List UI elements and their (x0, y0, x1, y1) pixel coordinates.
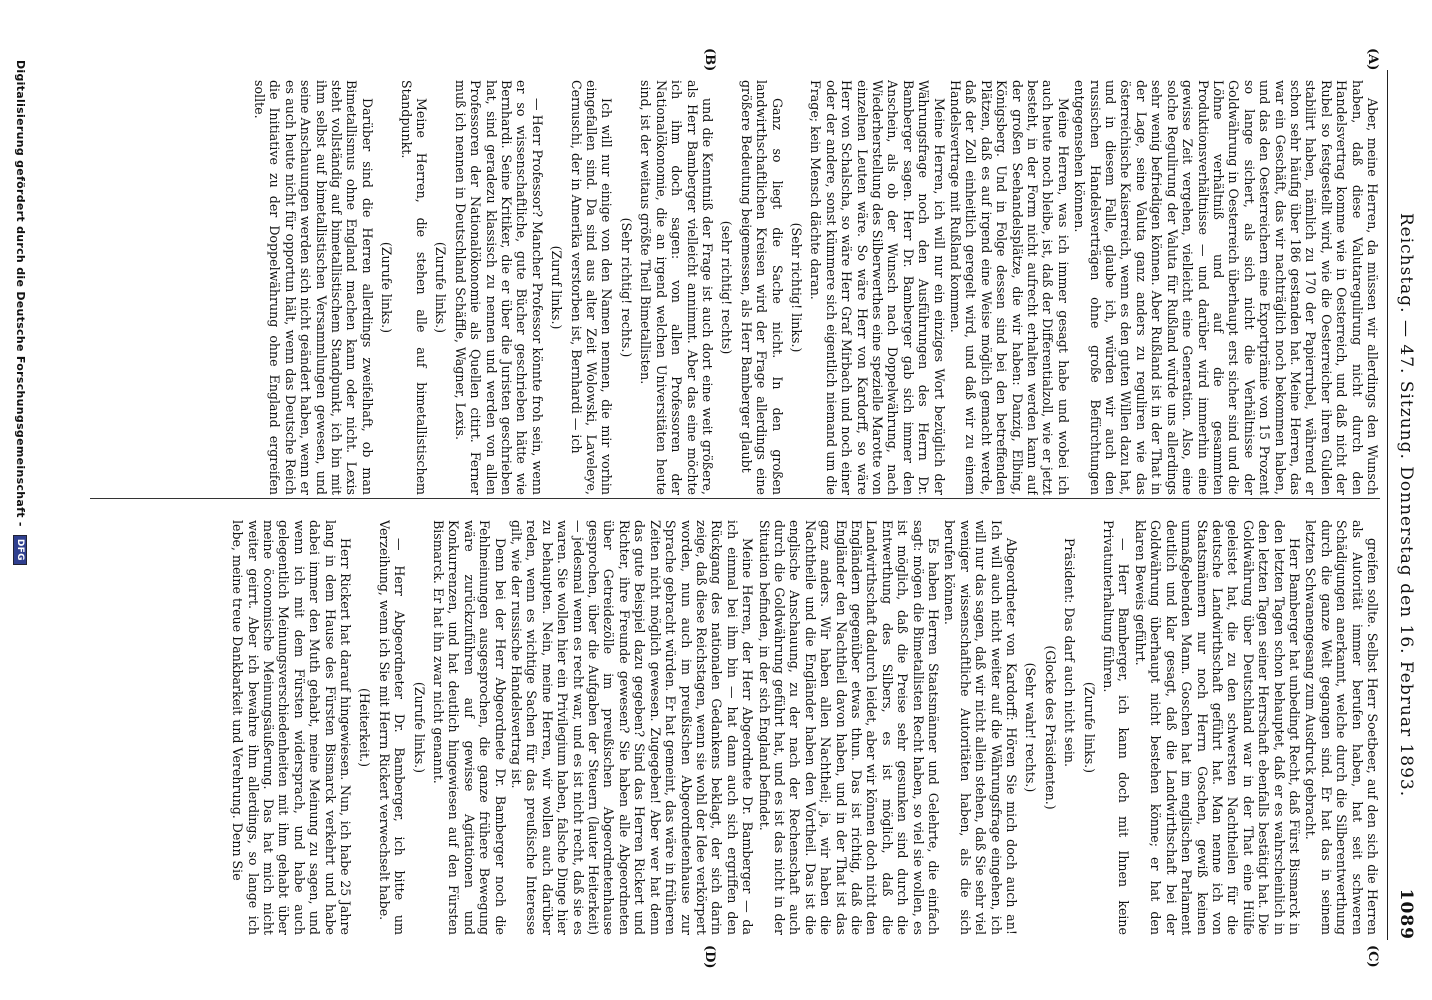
left-text-column (80, 80, 1380, 495)
paragraph: — Herr Professor? Mancher Professor könnte froh sein, wenn er so wissenschaftliche, gute Bücher geschrieben hätte wie Bernhardi. Seine Kritiker, die er über die Juristen geschrieben hat, sind geradezu klassisch zu nennen und werden von allen Professoren der Nationalökonomie als Quellen citirt. Ferner muß ich nennen in Deutschland Schäffle, Wagner, Lexis. (452, 80, 545, 495)
paragraph: Aber, meine Herren, da müssen wir allerdings den Wunsch haben, daß diese Valutaregulirung nicht durch den Handelsvertrag komme wie in Oesterreich, und daß nicht der Rubel so festgestellt wird, wie die Oesterreicher ihren Gulden stabilirt haben, nämlich zu 170 der Papierrubel, während er schon sehr häufig über 186 gestanden hat. Meine Herren, das war ein Geschäft, das wir nachträglich noch bekommen haben, und das den Oesterreichern eine Exportprämie von 15 Prozent so lange sichert, als sich nicht die Verhältnisse der Goldwährung in Oesterreich überhaupt erst sicher sind und die Löhne verhältniß und auf die gesammten Produktionsverhältnisse — und darüber wird immerhin eine gewisse Zeit vergehen, vielleicht eine Generation. Also, eine solche Regulirung der Valuta für Rußland würde uns allerdings sehr wenig befriedigen können. Aber Rußland ist in der That in der Lage, seine Valuta ganz anders zu reguliren wie das österreichische Kaiserreich, wenn es den guten Willen dazu hat, und in diesem Falle, glaube ich, würden wir auch den russischen Handelsverträgen ohne große Befürchtungen entgegensehen können. (1072, 80, 1380, 495)
paragraph: Meine Herren, die stehen alle auf bimetallistischem Standpunkt. (398, 80, 430, 495)
margin-letter-a: (A) (1365, 48, 1380, 71)
stage-direction: (Sehr richtig! rechts.) (618, 217, 634, 358)
right-text-column (80, 520, 1380, 935)
paragraph: greifen sollte. Selbst Herr Soetbeer, auf den sich die Herren als Autorität immer berufen haben, hat seit schweren Schädigungen anerkannt, welche durch die Silberentwerthung durch die ganze Welt gegangen sind. Er hat das in seinem letzten Schwanengesang zum Ausdruck gebracht. (1303, 520, 1380, 935)
stage-direction: (Zurufe links.) (433, 241, 449, 334)
stage-direction: (Zuruf links.) (549, 245, 565, 330)
stage-direction: (sehr richtig! rechts) (719, 220, 735, 355)
page-header (1390, 70, 1422, 940)
margin-letter-b: (B) (702, 48, 717, 72)
header-rule (1387, 70, 1388, 940)
digitization-credit (13, 60, 27, 565)
credit-text: Digitalisierung gefördert durch die Deutsche Forschungsgemeinschaft - (14, 60, 27, 527)
margin-letter-d: (D) (702, 945, 717, 969)
paragraph: Meine Herren, ich will nur ein einziges Wort bezüglich der Währungsfrage noch den Ausführungen des Herrn Dr. Bamberger sagen. Herr Dr. Bamberger gab sich immer den Anschein, als ob der Wunsch nach Doppelwährung, nach Wiederherstellung des Silberwerthes eine spezielle Marotte von einzelnen Leuten wäre. So wäre Herr von Kardorff, so wäre Herr von Schalscha, so wäre Herr Graf Mirbach und noch einer oder der andere, sonst kümmere sich eigentlich niemand um die Frage; kein Mensch dächte daran. (808, 80, 947, 495)
paragraph: — Herr Bamberger, ich kann doch mit Ihnen keine Privatunterhaltung führen. (1101, 520, 1132, 935)
paragraph: Herr Bamberger hat unbedingt Recht, daß Fürst Bismarck in den letzten Tagen schon behauptet, daß er es wahrscheinlich in den letzten Tagen seiner Herrschaft ebenfalls bestätigt hat. Die Goldwährung über Deutschland war in der That eine Hülfe geleistet hat, die zu den schwersten Nachtheilen für die deutsche Landwirthschaft geführt hat. Man nenne ich von Staatsmännern nur noch Herrn Goschen, gewiß keinen unmaßgebenden Mann. Goschen hat im englischen Parlament deutlich und klar gesagt, daß die Landwirthschaft bei der Goldwährung überhaupt nicht bestehen könne; er hat den klaren Beweis geführt. (1132, 520, 1302, 935)
stage-direction: (Sehr wahr! rechts.) (1023, 662, 1039, 793)
header-title: Reichstag. — 47. Sitzung. Donnerstag den 16. Februar 1893. (1396, 212, 1416, 798)
stage-direction: (Zurufe links.) (411, 681, 427, 774)
stage-direction: (Glocke des Präsidenten.) (1042, 645, 1058, 810)
paragraph: Es haben Herren Staatsmänner und Gelehrte, die einfach sagt: mögen die Bimetallisten Recht haben, so viel sie wollen, es ist möglich, daß die Preise sehr gesunken sind durch die Entwerthung des Silbers, es ist möglich, daß die Landwirthschaft dadurch leidet, aber wir können doch nicht den Engländern gegenüber etwas thun. Das ist richtig, daß die Engländer den Nachtheil davon haben, und in der That ist das ganz anders. Wir haben allen Nachtheil; ja, wir haben die Nachtheile und die Engländer haben den Vortheil. Das ist die englische Anschauung, zu der nach der Rechenschaft auch durch die Goldwährung geführt hat, und es ist das nicht in der Situation befinden, in der sich England befindet. (756, 520, 942, 935)
paragraph: und die Kenntniß der Frage ist auch dort eine weit größere, als Herr Bamberger vielleicht annimmt. Aber das eine möchte ich ihm doch sagen: von allen Professoren der Nationalökonomie, die an irgend welchen Universitäten heute sind, ist der weitaus größte Theil Bimetallisten. (638, 80, 715, 495)
paragraph: Meine Herren, der Herr Abgeordnete Dr. Bamberger — da ich einmal bei ihm bin — hat dann auch sich ergriffen den Rückgang des nationalen Gedankens beklagt, der sich darin zeige, daß diese Reichstagen, wenn sie wohl der Idee verkörpert worden, nun auch im preußischen Abgeordnetenhause zur Sprache gebracht würden. Er hat gemeint, das wäre in früheren Zeiten nicht möglich gewesen. Zugegeben! Aber wer hat denn das gute Beispiel dazu gegeben? Sind das Herren Rickert und Richter, ihre Freunde gewesen? Sie haben alle Abgeordneten über Getreidezölle im preußischen Abgeordnetenhause gesprochen, über die Aufgaben der Steuern (lauter Heiterkeit) — jedesmal wenn es recht war, und es ist nicht recht, daß sie es waren. Sie wollen hier ein Privilegium haben, falsche Dinge hier zu behaupten. Nein, meine Herren, wir wollen auch darüber reden, wenn es wichtige Sachen für das preußische Interesse gilt, wie der russische Handelsvertrag ist. (509, 520, 756, 935)
paragraph: Meine Herren, was ich immer gesagt habe und wobei ich auch heute noch bleibe, ist, daß der Differentialzoll, wie er jetzt besteht, in der Form nicht aufrecht erhalten werden kann auf der großen Seehandelsplätze, die wir haben: Danzig, Elbing, Königsberg. Und in Folge dessen sind bei den betreffenden Plätzen, daß es auf irgend eine Weise möglich gemacht werde, daß der Zoll einheitlich geregelt wird, und daß wir zu einem Handelsvertrage mit Rußland kommen. (948, 80, 1071, 495)
paragraph: Darüber sind die Herren allerdings zweifelhaft, ob man Bimetallismus ohne England machen kann oder nicht. Lexis steht vollständig auf bimetallistischem Standpunkt, ich bin mit ihm selbst auf bimetallistischen Versammlungen gewesen, und seine Anschauungen werden sich nicht geändert haben, wenn er es auch heute nicht für opportun hält, wenn das Deutsche Reich die Initiative zu der Doppelwährung ohne England ergreifen sollte. (251, 80, 375, 495)
stage-direction: (Heiterkeit.) (357, 688, 373, 767)
stage-direction: (Zurufe links.) (1081, 681, 1097, 774)
dfg-logo: DFG (13, 535, 27, 565)
paragraph: Ich will nur einige von den Namen nennen, die mir vorhin eingefallen sind. Da sind aus alter Zeit Wolowski, Laveleye, Cernuschi, der in Amerika verstorben ist, Bernhardi — ich (568, 80, 615, 495)
margin-letter-c: (C) (1365, 945, 1380, 968)
paragraph: Ganz so liegt die Sache nicht. In den großen landwirthschaftlichen Kreisen wird der Frage allerdings eine größere Bedeutung beigemessen, als Herr Bamberger glaubt (738, 80, 785, 495)
stage-direction: (Sehr richtig! links.) (788, 222, 804, 353)
paragraph: Abgeordneter von Kardorff: Hören Sie mich doch auch an! Ich will auch nicht weiter auf die Währungsfrage eingehen, ich will nur das sagen, daß wir nicht allein stehen, daß Sie sehr viel weniger wissenschaftliche Autoritäten haben, als die sich berufen können. (942, 520, 1020, 935)
stage-direction: (Zurufe links.) (379, 241, 395, 334)
paragraph: — Herr Abgeordneter Dr. Bamberger, ich bitte um Verzeihung, wenn ich Sie mit Herrn Rickert verwechselt habe. (376, 520, 408, 935)
paragraph: Präsident: Das darf auch nicht sein. (1062, 538, 1078, 767)
page-number: 1089 (1396, 888, 1416, 940)
paragraph: Denn bei der Herr Abgeordnete Dr. Bamberger noch die Fehlmeinungen ausgesprochen, die ganze frühere Bewegung wäre zurückzuführen auf gewisse Agitationen und Konkurrenzen, und hat deutlich hingewiesen auf den Fürsten Bismarck. Er hat ihn zwar nicht genannt. (431, 520, 508, 935)
column-divider (90, 498, 1380, 499)
paragraph: Herr Rickert hat darauf hingewiesen. Nun, ich habe 25 Jahre lang in dem Hause des Fürsten Bismarck verkehrt und habe dabei immer den Muth gehabt, meine Meinung zu sagen, und wenn ich mit dem Fürsten widersprach, und habe auch gelegentlich Meinungsverschiedenheiten mit ihm gehabt über meine öconomische Meinungsäußerung. Das hat mich nicht weiter geirrt. Aber ich bewahre ihm allerdings, so lange ich lebe, meine treue Dankbarkeit und Verehrung. Denn Sie (230, 520, 353, 935)
